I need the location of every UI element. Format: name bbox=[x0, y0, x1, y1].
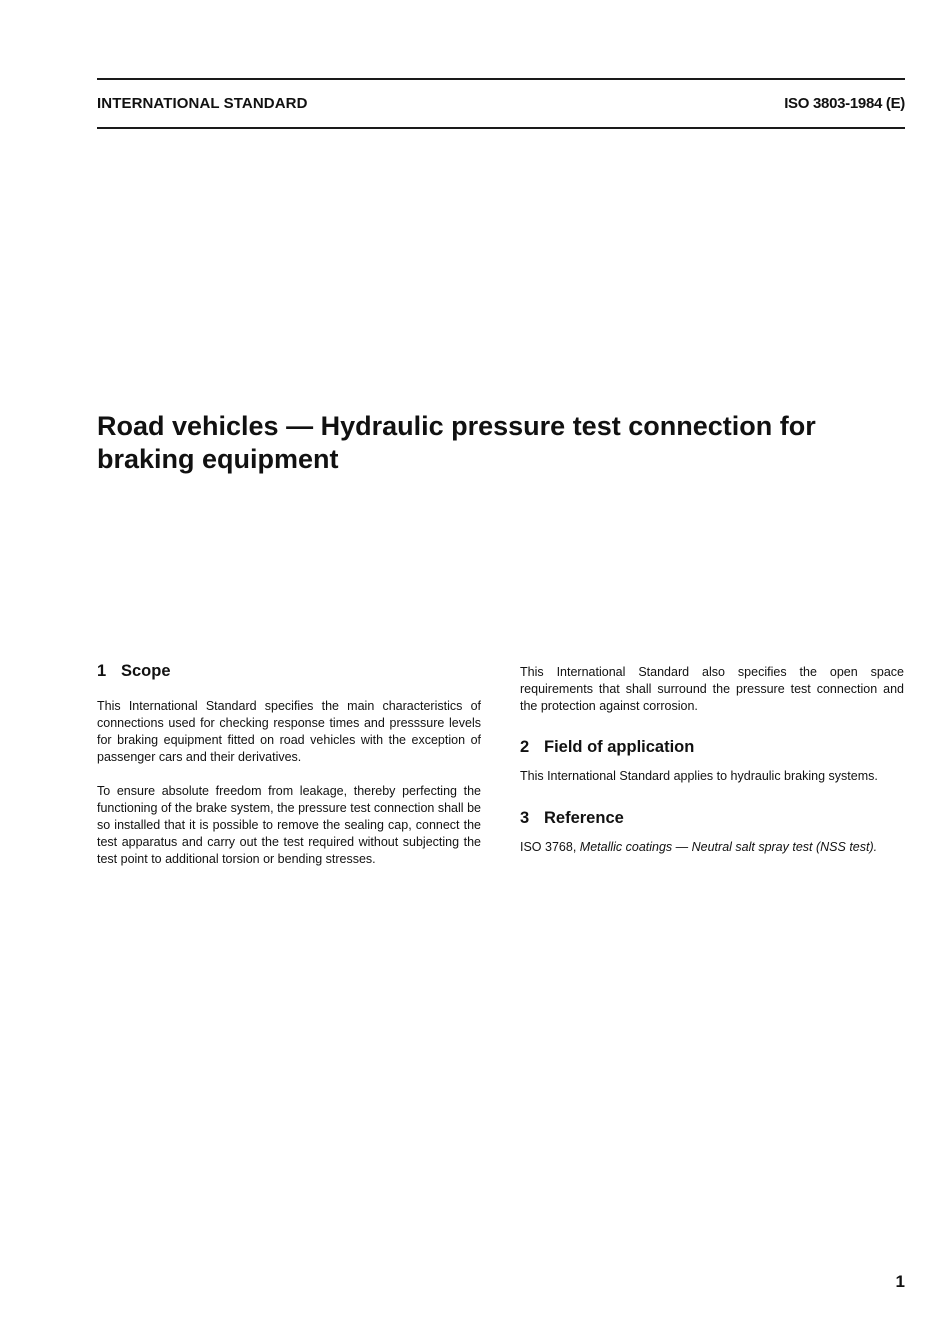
scope-paragraph-3: This International Standard also specifies the open space requirements that shall surround the pressure test connection and the protection against corrosion. bbox=[520, 665, 904, 713]
section-number: 3 bbox=[520, 809, 530, 827]
section-number: 1 bbox=[97, 662, 107, 680]
section-heading-field-of-application bbox=[520, 736, 904, 758]
section-heading-reference bbox=[520, 807, 904, 829]
document-title bbox=[97, 410, 897, 476]
document-type-label: INTERNATIONAL STANDARD bbox=[97, 95, 308, 112]
left-column bbox=[97, 658, 481, 868]
scope-paragraph-1: This International Standard specifies the main characteristics of connections used for checking response times and presssure levels for braking equipment fitted on road vehicles with the exception of passenger cars and their derivatives. bbox=[97, 699, 481, 764]
field-paragraph: This International Standard applies to hydraulic braking systems. bbox=[520, 769, 878, 783]
title-line-1: Road vehicles — Hydraulic pressure test connection for bbox=[97, 411, 816, 441]
header-bottom-rule bbox=[97, 127, 905, 129]
reference-code: ISO 3768, bbox=[520, 840, 577, 854]
section-number: 2 bbox=[520, 738, 530, 756]
title-line-2: braking equipment bbox=[97, 444, 339, 474]
right-column bbox=[520, 658, 904, 856]
scope-paragraph-2: To ensure absolute freedom from leakage, thereby perfecting the functioning of the brake system, the pressure test connection shall be so installed that it is possible to remove the sealing cap, connect the test apparatus and carry out the test required without subjecting the test point to additional torsion or bending stresses. bbox=[97, 784, 481, 866]
section-title: Field of application bbox=[544, 738, 695, 756]
section-title: Scope bbox=[121, 662, 171, 680]
standard-number: ISO 3803-1984 (E) bbox=[784, 95, 905, 112]
header-top-rule bbox=[97, 78, 905, 80]
section-title: Reference bbox=[544, 809, 624, 827]
reference-entry bbox=[520, 839, 904, 856]
section-heading-scope bbox=[97, 660, 481, 682]
reference-title: Metallic coatings — Neutral salt spray test (NSS test). bbox=[579, 840, 878, 854]
page-number: 1 bbox=[895, 1272, 905, 1291]
